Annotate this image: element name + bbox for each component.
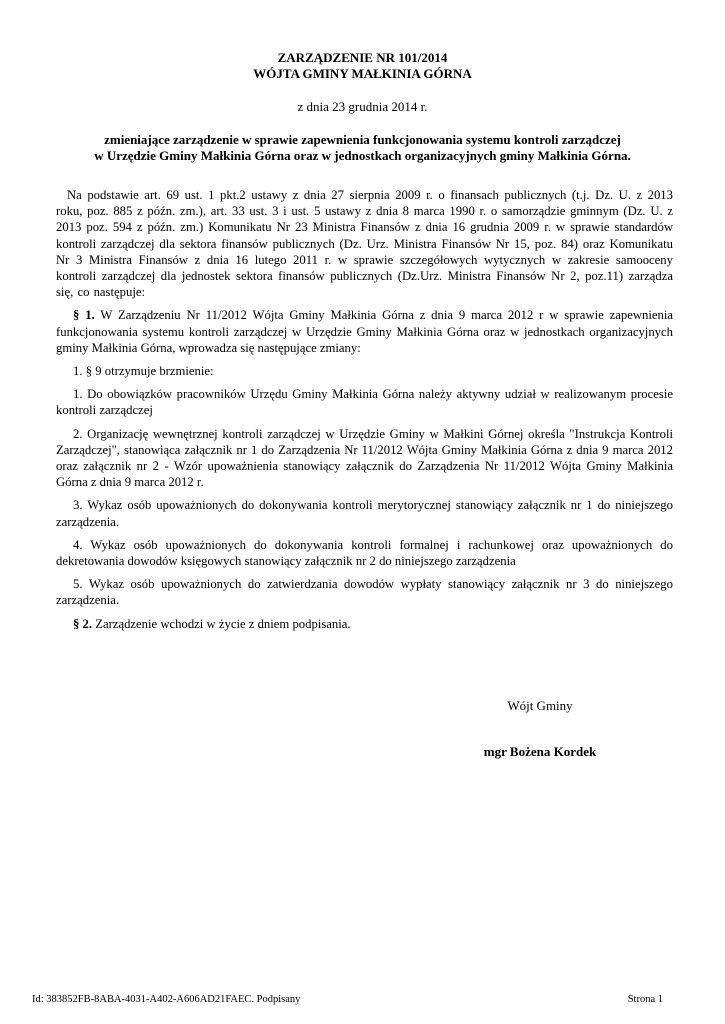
title-line-2: WÓJTA GMINY MAŁKINIA GÓRNA [253,66,472,81]
document-date: z dnia 23 grudnia 2014 r. [297,99,428,114]
item-intro: 1. § 9 otrzymuje brzmienie: [73,364,214,379]
subject-line-2: w Urzędzie Gminy Małkinia Górna oraz w jednostkach organizacyjnych gminy Małkinia Górna. [94,148,631,163]
document-subject [60,132,665,164]
page-number: Strona 1 [627,994,663,1005]
preamble-paragraph: Na podstawie art. 69 ust. 1 pkt.2 ustawy z dnia 27 sierpnia 2009 r. o finansach publicznych (t.j. Dz. U. z 2013 roku, poz. 885 z późn. zm.), art. 33 ust. 3 i ust. 5 ustawy z dnia 8 marca 1990 r. o samorządzie gminnym (Dz. U. z 2013 poz. 594 z późn. zm.) Komunikatu Nr 23 Ministra Finansów z dnia 16 grudnia 2009 r. w sprawie standardów kontroli zarządczej dla sektora finansów publicznych (Dz. Urz. Ministra Finansów Nr 15, poz. 84) oraz Komunikatu Nr 3 Ministra Finansów z dnia 16 lutego 2011 r. w sprawie szczegółowych wytycznych w zakresie samooceny kontroli zarządczej dla jednostek sektora finansów publicznych (Dz.Urz. Ministra Finansów Nr 2, poz.11) zarządza się, co następuje: [56,188,673,300]
list-item-3: 3. Wykaz osób upoważnionych do dokonywania kontroli merytorycznej stanowiący załącznik nr 1 do niniejszego zarządzenia. [56,498,673,529]
paragraph-2 [56,616,673,632]
document-header [60,50,665,82]
paragraph-1 [56,307,673,356]
signature-name: mgr Bożena Kordek [483,744,597,759]
list-item-1: 1. Do obowiązków pracowników Urzędu Gminy Małkinia Górna należy aktywny udział w realizowanym procesie kontroli zarządczej [56,387,673,418]
paragraph-1-text: W Zarządzeniu Nr 11/2012 Wójta Gminy Małkinia Górna z dnia 9 marca 2012 r w sprawie zapewnienia funkcjonowania systemu kontroli zarządczej w Urzędzie Gminy Małkinia Górna oraz w jednostkach organizacyjnych gminy Małkinia Górna, wprowadza się następujące zmiany: [56,308,673,355]
list-item-4: 4. Wykaz osób upoważnionych do dokonywania kontroli formalnej i rachunkowej oraz upoważnionych do dekretowania dowodów księgowych stanowiący załącznik nr 2 do niniejszego zarządzenia [56,537,673,569]
paragraph-2-mark: § 2. [73,616,93,631]
paragraph-1-mark: § 1. [73,308,95,323]
list-item-2: 2. Organizację wewnętrznej kontroli zarządczej w Urzędzie Gminy w Małkini Górnej określa "Instrukcja Kontroli Zarządczej", stanowiąca załącznik nr 1 do Zarządzenia Nr 11/2012 Wójta Gminy Małkinia Górna z dnia 9 marca 2012 oraz załącznik nr 2 - Wzór upoważnienia stanowiący załącznik do Zarządzenia Nr 11/2012 Wójta Gminy Małkinia Górna z dnia 9 marca 2012 r. [56,426,673,490]
paragraph-2-text: Zarządzenie wchodzi w życie z dniem podpisania. [92,616,351,631]
document-id: Id: 383852FB-8ABA-4031-A402-A606AD21FAEC. Podpisany [32,994,301,1005]
signature-title: Wójt Gminy [507,698,573,713]
list-item-5: 5. Wykaz osób upoważnionych do zatwierdzania dowodów wypłaty stanowiący załącznik nr 3 do niniejszego zarządzenia. [56,577,673,608]
document-body [56,187,673,639]
subject-line-1: zmieniające zarządzenie w sprawie zapewnienia funkcjonowania systemu kontroli zarządczej [104,132,621,147]
title-line-1: ZARZĄDZENIE NR 101/2014 [277,50,448,65]
